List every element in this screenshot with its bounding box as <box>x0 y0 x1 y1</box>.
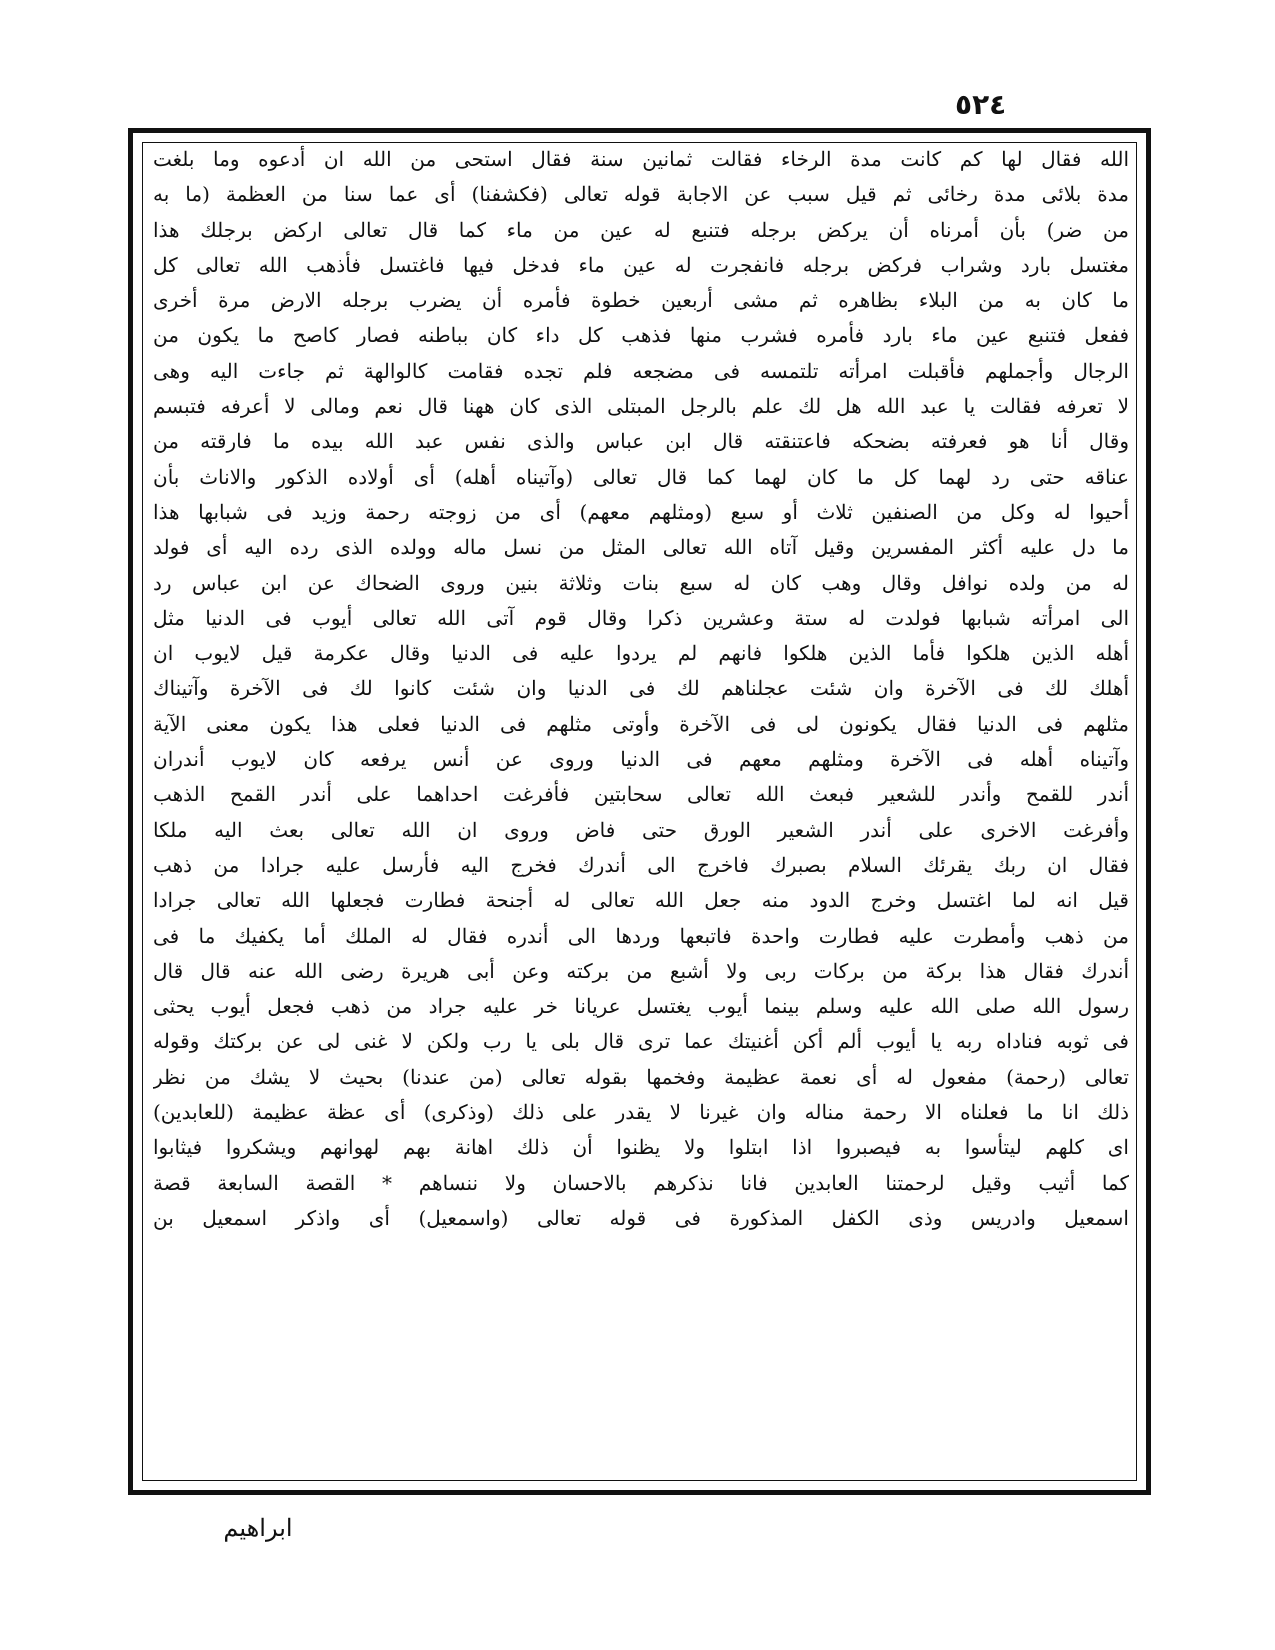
text-line: من ذهب وأمطرت عليه فطارت واحدة فاتبعها وردها الى أندره فقال له الملك أما يكفيك ما فى <box>153 923 1129 948</box>
text-line: الى امرأته شبابها فولدت له ستة وعشرين ذكرا وقال قوم آتى الله تعالى أيوب فى الدنيا مثل <box>153 605 1129 630</box>
text-line: كما أثيب وقيل لرحمتنا العابدين فانا نذكرهم بالاحسان ولا ننساهم * القصة السابعة قصة <box>153 1170 1129 1195</box>
page-number: ٥٢٤ <box>955 88 1007 121</box>
text-line: قيل انه لما اغتسل وخرج الدود منه جعل الله تعالى له أجنحة فطارت فجعلها الله تعالى جرادا <box>153 888 1129 913</box>
text-line: لا تعرفه فقالت يا عبد الله هل لك علم بالرجل المبتلى الذى كان ههنا قال نعم ومالى لا أعرفه فتبسم <box>153 394 1129 419</box>
text-line: أندرك فقال هذا بركة من بركات ربى ولا أشبع من بركته وعن أبى هريرة رضى الله عنه قال قال <box>153 958 1129 983</box>
text-line: أحيوا له وكل من الصنفين ثلاث أو سبع (ومثلهم معهم) أى من زوجته رحمة وزيد فى شبابها هذا <box>153 499 1129 524</box>
text-line: ذلك انا ما فعلناه الا رحمة مناله وان غيرنا لا يقدر على ذلك (وذكرى) أى عظة عظيمة (للعابدين) <box>153 1100 1129 1125</box>
text-line: أهلك لك فى الآخرة وان شئت عجلناهم لك فى الدنيا وان شئت كانوا لك فى الآخرة وآتيناك <box>153 676 1129 701</box>
text-line: وقال أنا هو فعرفته بضحكه فاعتنقته قال ابن عباس والذى نفس عبد الله بيده ما فارقته من <box>153 429 1129 454</box>
text-line: الرجال وأجملهم فأقبلت امرأته تلتمسه فى مضجعه فلم تجده فقامت كالوالهة ثم جاءت اليه وهى <box>153 358 1129 383</box>
text-line: اى كلهم ليتأسوا به فيصبروا اذا ابتلوا ولا يظنوا أن ذلك اهانة بهم لهوانهم ويشكروا فيثابوا <box>153 1135 1129 1160</box>
text-line: ما كان به من البلاء بظاهره ثم مشى أربعين خطوة فأمره أن يضرب برجله الارض مرة أخرى <box>153 288 1129 313</box>
text-line: أهله الذين هلكوا فأما الذين هلكوا فانهم لم يردوا عليه فى الدنيا وقال عكرمة قيل لايوب ان <box>153 641 1129 666</box>
text-line: فى ثوبه فناداه ربه يا أيوب ألم أكن أغنيتك عما ترى قال بلى يا رب ولكن لا غنى لى عن بركتك وقوله <box>153 1029 1129 1054</box>
text-line: مغتسل بارد وشراب فركض برجله فانفجرت له عين ماء فدخل فيها فاغتسل فأذهب الله تعالى كل <box>153 252 1129 277</box>
text-line: رسول الله صلى الله عليه وسلم بينما أيوب يغتسل عريانا خر عليه جراد من ذهب فجعل أيوب يحثى <box>153 994 1129 1019</box>
text-line: فقال ان ربك يقرئك السلام بصبرك فاخرج الى أندرك فخرج اليه فأرسل عليه جرادا من ذهب <box>153 852 1129 877</box>
text-line: تعالى (رحمة) مفعول له أى نعمة عظيمة وفخمها بقوله تعالى (من عندنا) بحيث لا يشك من نظر <box>153 1064 1129 1089</box>
text-line: ففعل فتنبع عين ماء بارد فأمره فشرب منها فذهب كل داء كان بباطنه فصار كاصح ما يكون من <box>153 323 1129 348</box>
text-line: أندر للقمح وأندر للشعير فبعث الله تعالى سحابتين فأفرغت احداهما على أندر القمح الذهب <box>153 782 1129 807</box>
text-line: الله فقال لها كم كانت مدة الرخاء فقالت ثمانين سنة فقال استحى من الله ان أدعوه وما بلغت <box>153 147 1129 171</box>
text-line: له من ولده نوافل وقال وهب كان له سبع بنات وثلاثة بنين وروى الضحاك عن ابن عباس رد <box>153 570 1129 595</box>
catchword: ابراهيم <box>223 1514 293 1542</box>
text-line: وآتيناه أهله فى الآخرة ومثلهم معهم فى الدنيا وروى عن أنس يرفعه كان لايوب أندران <box>153 747 1129 772</box>
text-line: مثلهم فى الدنيا فقال يكونون لى فى الآخرة وأوتى مثلهم فى الدنيا فعلى هذا يكون معنى الآية <box>153 711 1129 736</box>
text-line: ما دل عليه أكثر المفسرين وقيل آتاه الله تعالى المثل من نسل ماله وولده الذى رده اليه أى فولد <box>153 535 1129 560</box>
main-text <box>153 142 1129 1484</box>
text-line: اسمعيل وادريس وذى الكفل المذكورة فى قوله تعالى (واسمعيل) أى واذكر اسمعيل بن <box>153 1205 1129 1230</box>
text-line: مدة بلائى مدة رخائى ثم قيل سبب عن الاجابة قوله تعالى (فكشفنا) أى عما سنا من العظمة (ما به <box>153 182 1129 207</box>
text-line: وأفرغت الاخرى على أندر الشعير الورق حتى فاض وروى ان الله تعالى بعث اليه ملكا <box>153 817 1129 842</box>
text-line: عناقه حتى رد لهما كل ما كان لهما كما قال تعالى (وآتيناه أهله) أى أولاده الذكور والاناث بأن <box>153 464 1129 489</box>
text-line: من ضر) بأن أمرناه أن يركض برجله فتنبع له عين من ماء كما قال تعالى اركض برجلك هذا <box>153 217 1129 242</box>
